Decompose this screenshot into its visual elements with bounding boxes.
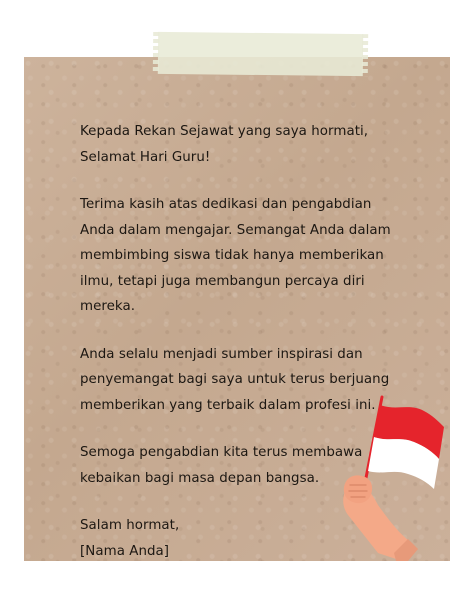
paragraph-line: Semoga pengabdian kita terus membawa: [80, 445, 363, 460]
paragraph-line: kebaikan bagi masa depan bangsa.: [80, 470, 320, 486]
paragraph-line: Terima kasih atas dedikasi dan pengabdian: [80, 197, 372, 212]
hand-holding-flag-illustration: [338, 393, 450, 561]
paragraph-line: Anda dalam mengajar. Semangat Anda dalam: [80, 222, 391, 238]
paragraph-line: ilmu, tetapi juga membangun percaya diri: [80, 273, 365, 289]
fist: [344, 475, 372, 503]
closing-line: Salam hormat,: [80, 518, 180, 533]
paragraph-line: mereka.: [80, 299, 136, 314]
paragraph-line: membimbing siswa tidak hanya memberikan: [80, 248, 384, 263]
greeting-line: Selamat Hari Guru!: [80, 149, 211, 165]
paragraph-line: memberikan yang terbaik dalam profesi ini.: [80, 397, 376, 413]
greeting-line: Kepada Rekan Sejawat yang saya hormati,: [80, 124, 369, 139]
masking-tape: [158, 32, 363, 76]
signature-placeholder: [Nama Anda]: [80, 543, 170, 559]
paragraph-line: penyemangat bagi saya untuk terus berjuang: [80, 372, 390, 387]
paragraph-line: Anda selalu menjadi sumber inspirasi dan: [80, 346, 363, 362]
